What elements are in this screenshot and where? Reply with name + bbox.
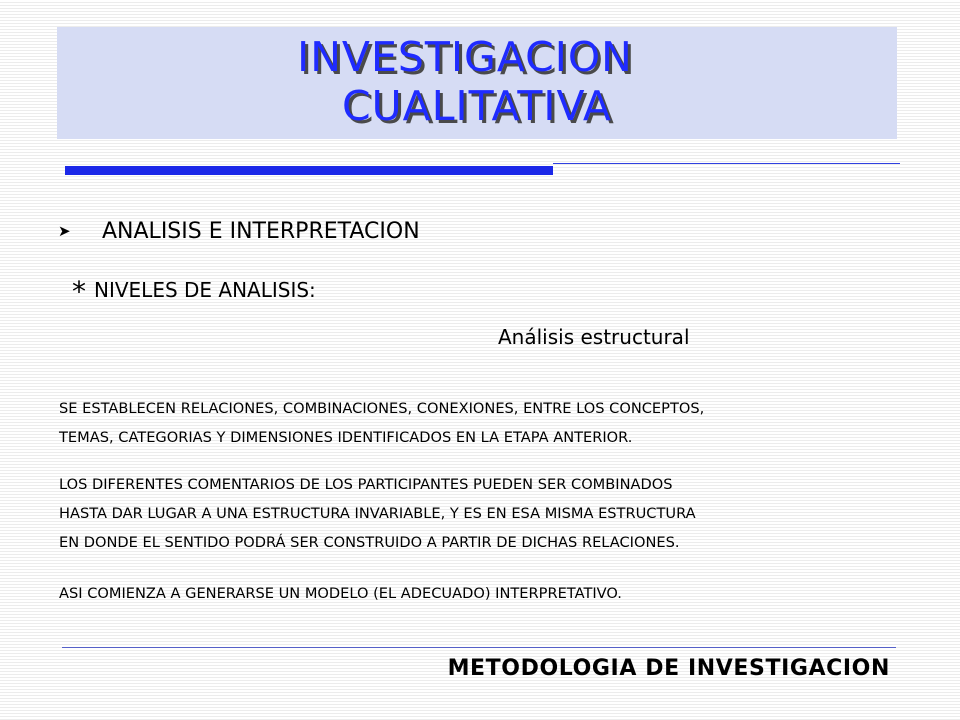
paragraph-1 (59, 394, 704, 452)
section-heading (58, 217, 420, 246)
paragraph-line: LOS DIFERENTES COMENTARIOS DE LOS PARTICIPANTES PUEDEN SER COMBINADOS (59, 476, 673, 493)
section-heading-text: ANALISIS E INTERPRETACION (102, 219, 420, 244)
paragraph-3 (59, 579, 622, 608)
bottom-divider (62, 647, 896, 648)
subheading (72, 276, 316, 306)
paragraph-line: EN DONDE EL SENTIDO PODRÁ SER CONSTRUIDO A PARTIR DE DICHAS RELACIONES. (59, 534, 680, 551)
title-line-1: INVESTIGACION (297, 33, 633, 81)
analysis-subtitle: Análisis estructural (498, 325, 690, 349)
paragraph-2 (59, 470, 696, 557)
star-bullet-icon: * (72, 275, 86, 308)
footer-course-title: METODOLOGIA DE INVESTIGACION (447, 656, 890, 681)
accent-bar (65, 166, 553, 175)
subheading-text: NIVELES DE ANALISIS: (94, 278, 316, 302)
slide-title (57, 33, 897, 131)
top-divider (553, 163, 900, 164)
paragraph-line: TEMAS, CATEGORIAS Y DIMENSIONES IDENTIFICADOS EN LA ETAPA ANTERIOR. (59, 429, 633, 446)
paragraph-line: HASTA DAR LUGAR A UNA ESTRUCTURA INVARIABLE, Y ES EN ESA MISMA ESTRUCTURA (59, 505, 696, 522)
arrow-bullet-icon: ➤ (58, 222, 71, 240)
paragraph-line: SE ESTABLECEN RELACIONES, COMBINACIONES, CONEXIONES, ENTRE LOS CONCEPTOS, (59, 400, 705, 417)
paragraph-line: ASI COMIENZA A GENERARSE UN MODELO (EL ADECUADO) INTERPRETATIVO. (59, 585, 622, 602)
title-line-2: CUALITATIVA (342, 82, 612, 130)
